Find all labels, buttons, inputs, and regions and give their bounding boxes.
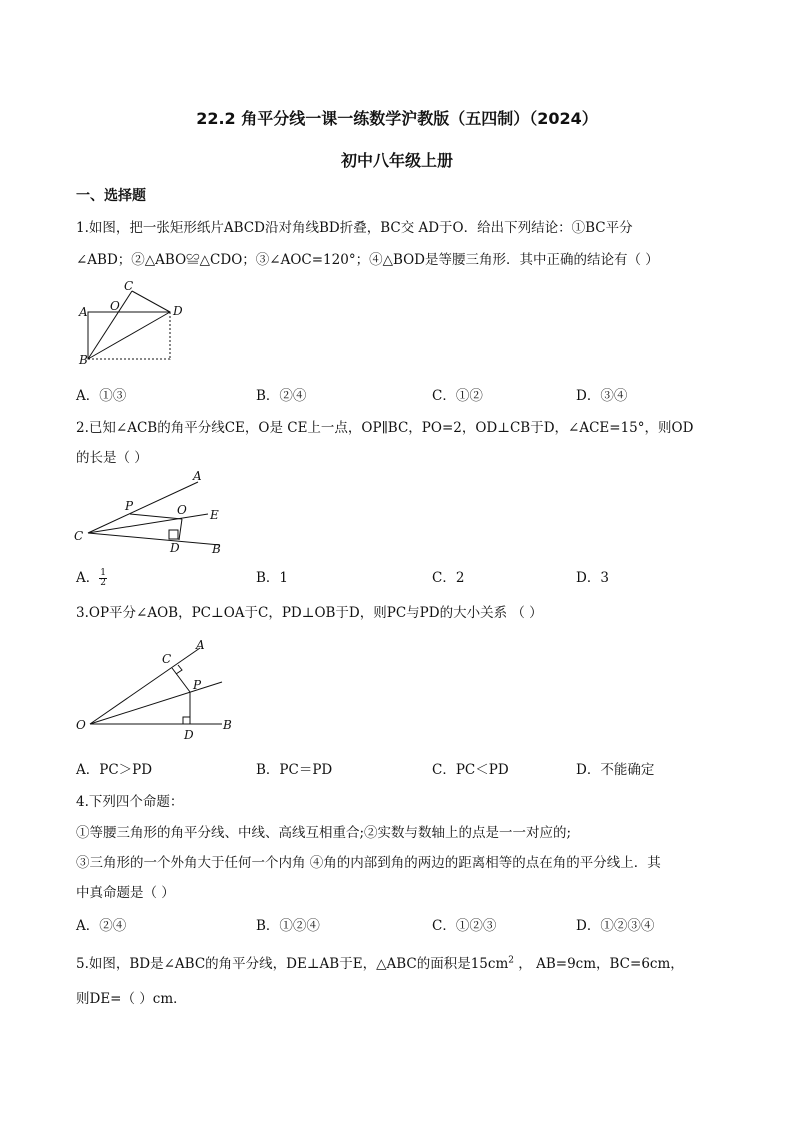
section-heading: 一、选择题	[76, 188, 146, 204]
q3-label-a: A	[196, 638, 205, 652]
q1-label-c: C	[124, 279, 134, 293]
q3-label-c: C	[162, 652, 172, 666]
q3-label-d: D	[184, 728, 194, 742]
q2-option-d[interactable]: D．3	[576, 570, 609, 586]
q3-option-d[interactable]: D．不能确定	[576, 762, 655, 778]
q1-label-d: D	[173, 304, 183, 318]
q3-option-a[interactable]: A．PC＞PD	[76, 762, 153, 778]
q2-label-p: P	[125, 499, 134, 513]
q1-figure	[70, 278, 200, 370]
q1-text-line2: ∠ABD；②△ABO≌△CDO；③∠AOC=120°；④△BOD是等腰三角形．其中正确的结论有（ ）	[76, 252, 659, 268]
q1-diagonal-bd	[88, 312, 170, 359]
q2-option-a-fraction	[99, 569, 107, 588]
q2-text-line1: 2.已知∠ACB的角平分线CE，O是 CE上一点，OP∥BC，PO=2，OD⊥CB于D，∠ACE=15°，则OD	[76, 420, 694, 436]
q4-option-a[interactable]: A．②④	[76, 918, 127, 934]
q4-text-line3: ③三角形的一个外角大于任何一个内角 ④角的内部到角的两边的距离相等的点在角的平分线上．其	[76, 855, 661, 871]
q2-fraction-numerator: 1	[100, 568, 106, 578]
q1-option-b[interactable]: B．②④	[256, 388, 307, 404]
page-title: 22.2 角平分线一课一练数学沪教版（五四制）（2024）	[196, 109, 598, 128]
q4-option-d[interactable]: D．①②③④	[576, 918, 655, 934]
q5-text-line2: 则DE=（ ）cm．	[76, 991, 187, 1007]
q1-option-a[interactable]: A．①③	[76, 388, 127, 404]
q2-ray-ce	[88, 514, 208, 533]
q2-figure	[70, 468, 240, 560]
q1-label-a: A	[79, 305, 88, 319]
q2-right-angle	[169, 530, 178, 539]
q2-option-b[interactable]: B．1	[256, 570, 289, 586]
q2-ray-cb	[88, 533, 220, 545]
q1-label-b: B	[79, 353, 88, 367]
q4-option-c[interactable]: C．①②③	[432, 918, 497, 934]
q4-text-line1: 4.下列四个命题：	[76, 794, 184, 810]
q2-label-c: C	[74, 529, 84, 543]
q2-option-a[interactable]	[76, 566, 107, 588]
q3-text-line1: 3.OP平分∠AOB，PC⊥OA于C，PD⊥OB于D，则PC与PD的大小关系 （ ）	[76, 605, 543, 621]
q3-ray-op	[90, 682, 222, 724]
q2-text-line2: 的长是（ ）	[76, 450, 148, 466]
q3-line-pc	[172, 668, 190, 692]
q4-option-b[interactable]: B．①②④	[256, 918, 320, 934]
page-subtitle: 初中八年级上册	[340, 151, 453, 170]
q3-figure	[70, 636, 240, 744]
q3-option-c[interactable]: C．PC＜PD	[432, 762, 509, 778]
q3-right-angle-d	[183, 717, 190, 724]
q2-line-od	[179, 519, 182, 540]
q5-text-line1	[76, 952, 684, 972]
q4-text-line2: ①等腰三角形的角平分线、中线、高线互相重合;②实数与数轴上的点是一一对应的;	[76, 825, 572, 841]
q1-label-o: O	[110, 299, 120, 313]
q2-option-a-prefix: A．	[76, 570, 100, 586]
q4-text-line4: 中真命题是（ ）	[76, 885, 175, 901]
q3-label-p: P	[193, 678, 202, 692]
q3-right-angle-c	[176, 665, 182, 674]
q2-label-d: D	[170, 541, 180, 555]
q2-label-e: E	[210, 508, 219, 522]
q5-text-part1: 5.如图，BD是∠ABC的角平分线，DE⊥AB于E，△ABC的面积是15cm	[76, 956, 509, 972]
q3-option-b[interactable]: B．PC＝PD	[256, 762, 333, 778]
q2-option-c[interactable]: C．2	[432, 570, 465, 586]
q3-label-o: O	[76, 718, 86, 732]
q1-option-c[interactable]: C．①②	[432, 388, 483, 404]
q1-option-d[interactable]: D．③④	[576, 388, 628, 404]
q5-text-part2: ， AB=9cm，BC=6cm，	[514, 956, 684, 972]
q1-text-line1: 1.如图，把一张矩形纸片ABCD沿对角线BD折叠，BC交 AD于O．给出下列结论：①BC平分	[76, 220, 633, 236]
q3-label-b: B	[223, 718, 232, 732]
q2-label-b: B	[212, 542, 221, 556]
q3-ray-oa	[90, 648, 200, 724]
q2-fraction-denominator: 2	[100, 578, 106, 588]
q2-line-po	[130, 514, 182, 519]
q2-label-o: O	[177, 503, 187, 517]
q1-line-cd	[132, 291, 170, 312]
q5-superscript: 2	[508, 955, 514, 966]
q2-label-a: A	[193, 469, 202, 483]
